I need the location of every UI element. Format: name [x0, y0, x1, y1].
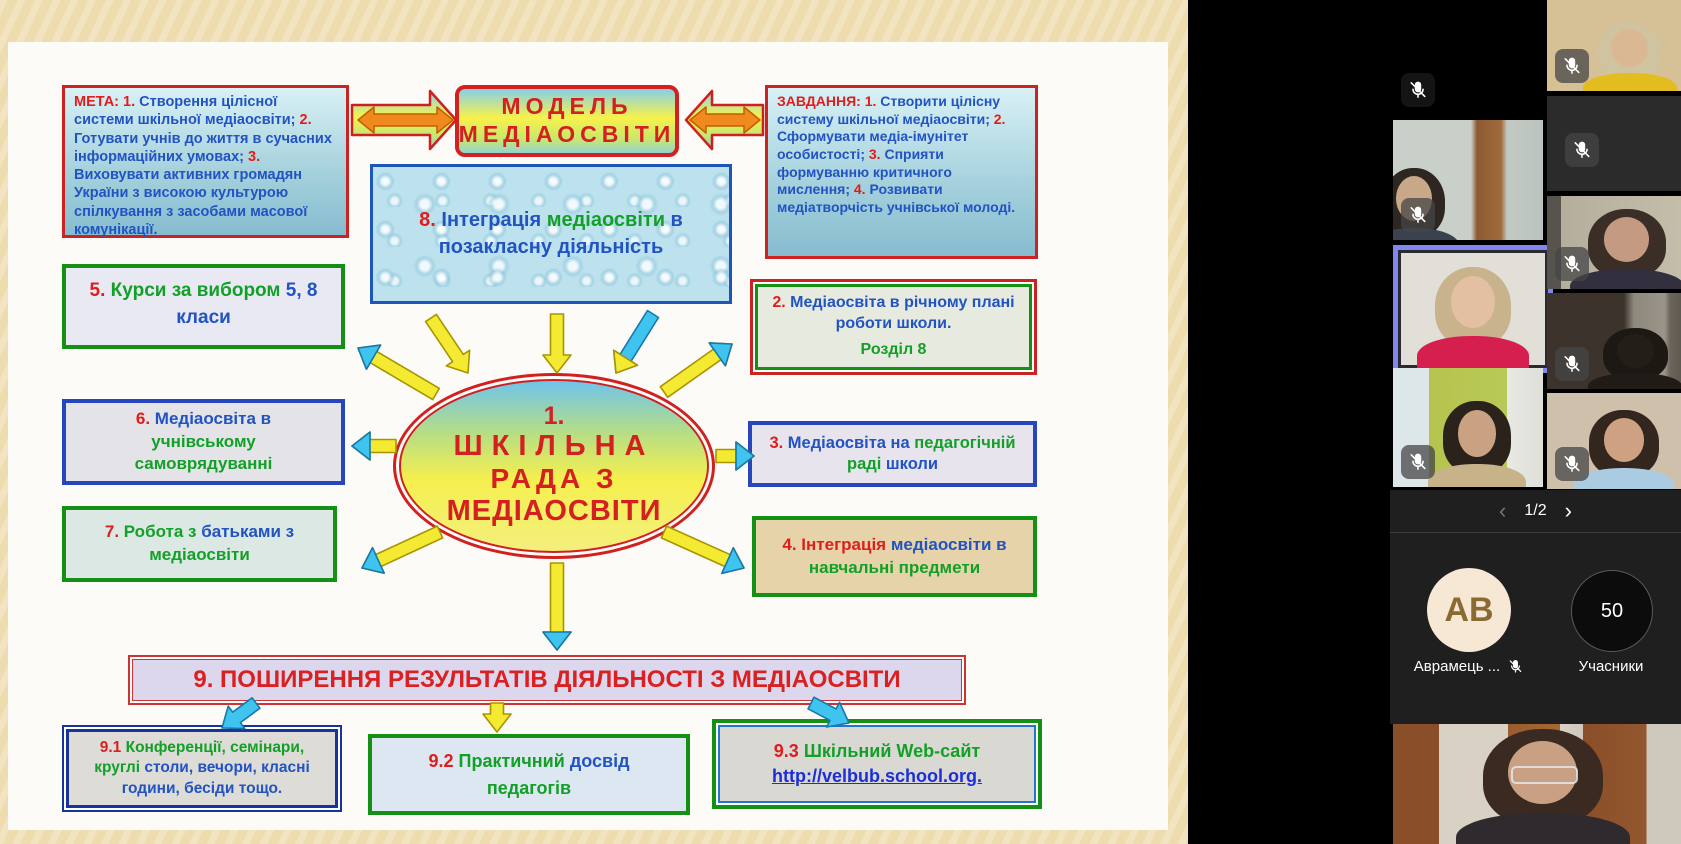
- mic-muted-icon: [1401, 73, 1435, 107]
- video-tile-room-participant[interactable]: [1393, 120, 1543, 240]
- tasks-label: ЗАВДАННЯ:: [777, 93, 861, 109]
- mic-muted-icon: [1555, 347, 1589, 381]
- participants-count-avatar[interactable]: 50: [1571, 570, 1653, 652]
- box-9-3-school-website: 9.3 Шкільний Web-сайт http://velbub.school.org.: [712, 719, 1042, 809]
- model-title-line1: МОДЕЛЬ: [501, 93, 633, 120]
- participants-panel: [1390, 490, 1681, 724]
- box-5-elective-courses: 5. Курси за вибором 5, 8 класи: [62, 264, 345, 349]
- video-tile-yellow-top-participant[interactable]: [1547, 0, 1681, 91]
- mic-muted-icon: [1401, 198, 1435, 232]
- mic-muted-icon: [1507, 658, 1524, 675]
- meta-box: МЕТА: 1. Створення цілісної системи шкільної медіаосвіти; 2. Готувати учнів до життя в сучасних інформаційних умовах; 3. Виховувати активних громадян України з високою культурою спілкування з засобами масової комунікації.: [62, 85, 349, 238]
- box-2-annual-plan: 2. Медіаосвіта в річному плані роботи школи. Розділ 8: [750, 279, 1037, 375]
- mic-muted-icon: [1555, 447, 1589, 481]
- video-tile-green-room-participant[interactable]: [1393, 368, 1543, 487]
- banner-9-results-dissemination: 9. ПОШИРЕННЯ РЕЗУЛЬТАТІВ ДІЯЛЬНОСТІ З МЕДІАОСВІТИ: [128, 655, 966, 705]
- box-8-integration-extracurricular: 8. Інтеграція медіаосвіти в позакласну діяльність: [370, 164, 732, 304]
- video-sidebar: [1188, 0, 1681, 844]
- gallery-pagination: [1390, 490, 1681, 532]
- mic-muted-icon: [1565, 133, 1599, 167]
- participants-count-label: Учасники: [1578, 658, 1644, 675]
- box-4-integration-subjects: 4. Інтеграція медіаосвіти в навчальні предмети: [752, 516, 1037, 597]
- panel-divider: [1390, 532, 1681, 533]
- box-6-student-self-government: 6. Медіаосвіта в учнівському самоврядуванні: [62, 399, 345, 485]
- mic-muted-icon: [1555, 49, 1589, 83]
- presentation-slide: [8, 42, 1168, 830]
- page-indicator: 1/2: [1524, 502, 1547, 519]
- video-tile-silhouette-participant[interactable]: [1547, 293, 1681, 389]
- central-ellipse-school-media-council: 1. ШКІЛЬНА РАДА З МЕДІАОСВІТИ: [393, 373, 715, 559]
- mic-muted-icon: [1401, 445, 1435, 479]
- video-tile-bottom-glasses-participant[interactable]: [1393, 724, 1681, 844]
- box-7-work-with-parents: 7. Робота з батьками з медіаосвіти: [62, 506, 337, 582]
- page-next-button[interactable]: ›: [1564, 498, 1572, 523]
- box-3-pedagogical-council: 3. Медіаосвіта на педагогічній раді школи: [748, 421, 1037, 487]
- video-tile-camera-off-1[interactable]: [1393, 0, 1543, 115]
- video-tile-dark-jacket-participant[interactable]: [1547, 196, 1681, 289]
- video-tile-camera-off-2[interactable]: [1547, 96, 1681, 191]
- tasks-box: ЗАВДАННЯ: 1. Створити цілісну систему шкільної медіаосвіти; 2. Сформувати медіа-імунітет особистості; 3. Сприяти формуванню критичного мислення; 4. Розвивати медіатворчість учнівської молоді.: [765, 85, 1038, 259]
- box-9-1-conferences: 9.1 Конференції, семінари, круглі столи, вечори, класні години, бесіди тощо.: [62, 725, 342, 812]
- video-tile-active-speaker[interactable]: [1393, 245, 1553, 373]
- school-website-link[interactable]: http://velbub.school.org.: [772, 766, 982, 786]
- video-tile-blue-top-participant[interactable]: [1547, 393, 1681, 489]
- participant-avatar[interactable]: АВ: [1427, 568, 1511, 652]
- model-title-box: [455, 85, 679, 157]
- page-prev-button[interactable]: ‹: [1499, 498, 1507, 523]
- box-9-2-practical-experience: 9.2 Практичний досвід педагогів: [368, 734, 690, 815]
- participant-name-label: Аврамець ...: [1394, 658, 1544, 675]
- mic-muted-icon: [1555, 247, 1589, 281]
- model-title-line2: МЕДІАОСВІТИ: [458, 121, 676, 147]
- meta-label: МЕТА:: [74, 94, 119, 110]
